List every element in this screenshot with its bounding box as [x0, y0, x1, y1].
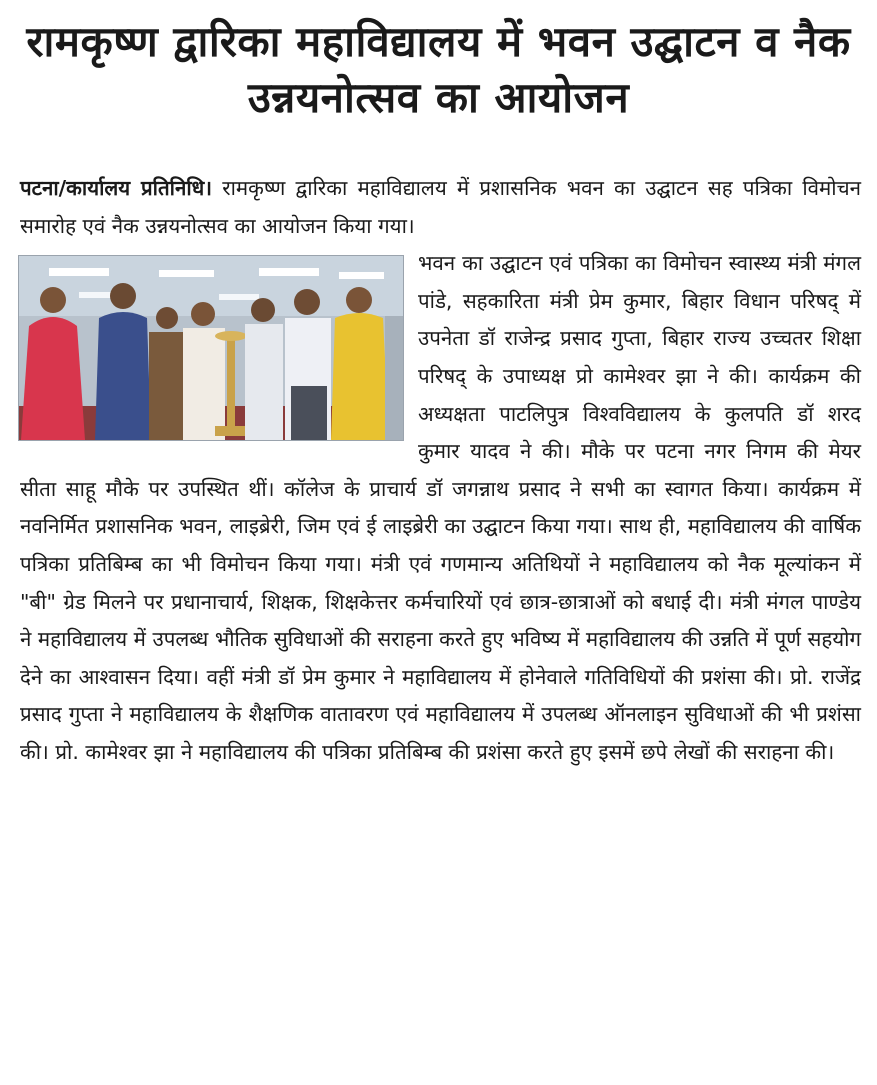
body-paragraph: भवन का उद्घाटन एवं पत्रिका का विमोचन स्वास्थ्य मंत्री मंगल पांडे, सहकारिता मंत्री प्रेम कुमार, बिहार विधान परिषद् में उपनेता डॉ राजेन्द्र प्रसाद गुप्ता, बिहार राज्य उच्चतर शिक्षा परिषद् के उपाध्यक्ष प्रो कामेश्वर झा ने की। कार्यक्रम की अध्यक्षता पाटलिपुत्र विश्वविद्यालय के कुलपति डॉ शरद कुमार यादव ने की। मौके पर पटना नगर निगम की मेयर सीता साहू मौके पर उपस्थित थीं। कॉलेज के प्राचार्य डॉ जगन्नाथ प्रसाद ने सभी का स्वागत किया। कार्यक्रम में नवनिर्मित प्रशासनिक भवन, लाइब्रेरी, जिम एवं ई लाइब्रेरी का उद्घाटन किया गया। साथ ही, महाविद्यालय की वार्षिक पत्रिका प्रतिबिम्ब का भी विमोचन किया गया। मंत्री एवं गणमान्य अतिथियों ने महाविद्यालय को नैक मूल्यांकन में "बी" ग्रेड मिलने पर प्रधानाचार्य, शिक्षक, शिक्षकेत्तर कर्मचारियों एवं छात्र-छात्राओं को बधाई दी। मंत्री मंगल पाण्डेय ने महाविद्यालय में उपलब्ध भौतिक सुविधाओं की सराहना करते हुए भविष्य में महाविद्यालय की उन्नति में पूर्ण सहयोग देने का आश्वासन दिया। वहीं मंत्री डॉ प्रेम कुमार ने महाविद्यालय में होनेवाले गतिविधियों की प्रशंसा की। प्रो. राजेंद्र प्रसाद गुप्ता ने महाविद्यालय के शैक्षणिक वातावरण एवं महाविद्यालय में उपलब्ध ऑनलाइन सुविधाओं की भी प्रशंसा की। प्रो. कामेश्वर झा ने महाविद्यालय की पत्रिका प्रतिबिम्ब की प्रशंसा करते हुए इसमें छपे लेखों की सराहना की। [20, 251, 861, 764]
headline: रामकृष्ण द्वारिका महाविद्यालय में भवन उद्घाटन व नैक उन्नयनोत्सव का आयोजन [26, 17, 851, 122]
lead-text: रामकृष्ण द्वारिका महाविद्यालय में प्रशासनिक भवन का उद्घाटन सह पत्रिका विमोचन समारोह एवं नैक उन्नयनोत्सव का आयोजन किया गया। [20, 176, 861, 238]
lead-paragraph [20, 170, 861, 245]
event-photo-illustration [19, 256, 403, 440]
event-photo [18, 255, 404, 441]
article-body [20, 170, 861, 772]
dateline: पटना/कार्यालय प्रतिनिधि। [20, 176, 213, 200]
